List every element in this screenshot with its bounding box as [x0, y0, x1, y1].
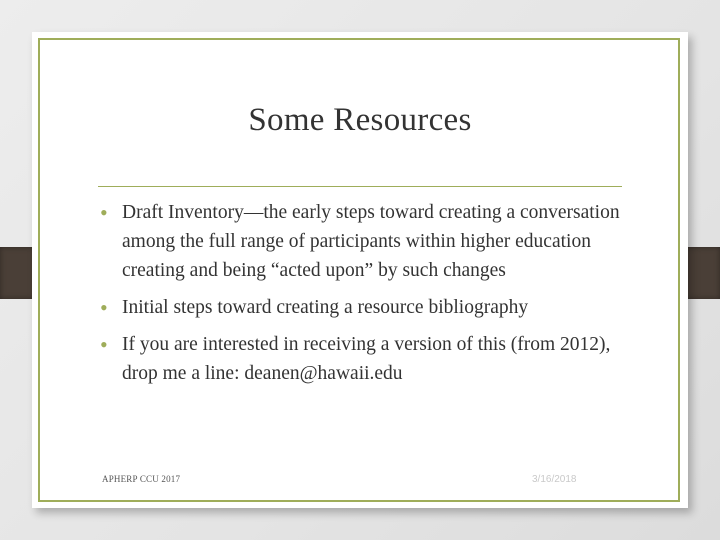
bullet-text: Initial steps toward creating a resource bibliography — [122, 297, 529, 318]
bullet-text: Draft Inventory—the early steps toward creating a conversation among the full range of participants within higher education creating and being “acted upon” by such changes — [122, 202, 620, 281]
bullet-item — [100, 330, 620, 388]
bullet-list — [100, 198, 620, 388]
bullet-item — [100, 293, 620, 322]
bullet-item — [100, 198, 620, 285]
slide-title: Some Resources — [248, 102, 472, 138]
bullet-icon: • — [100, 200, 108, 225]
title-divider — [98, 186, 622, 187]
bullet-icon: • — [100, 332, 108, 357]
bullet-text: If you are interested in receiving a version of this (from 2012), drop me a line: deanen@hawaii.edu — [122, 334, 611, 384]
right-tab-decoration — [684, 247, 720, 299]
footer-date: 3/16/2018 — [532, 474, 577, 485]
bullet-icon: • — [100, 295, 108, 320]
left-tab-decoration — [0, 247, 36, 299]
footer-label: APHERP CCU 2017 — [102, 474, 181, 484]
